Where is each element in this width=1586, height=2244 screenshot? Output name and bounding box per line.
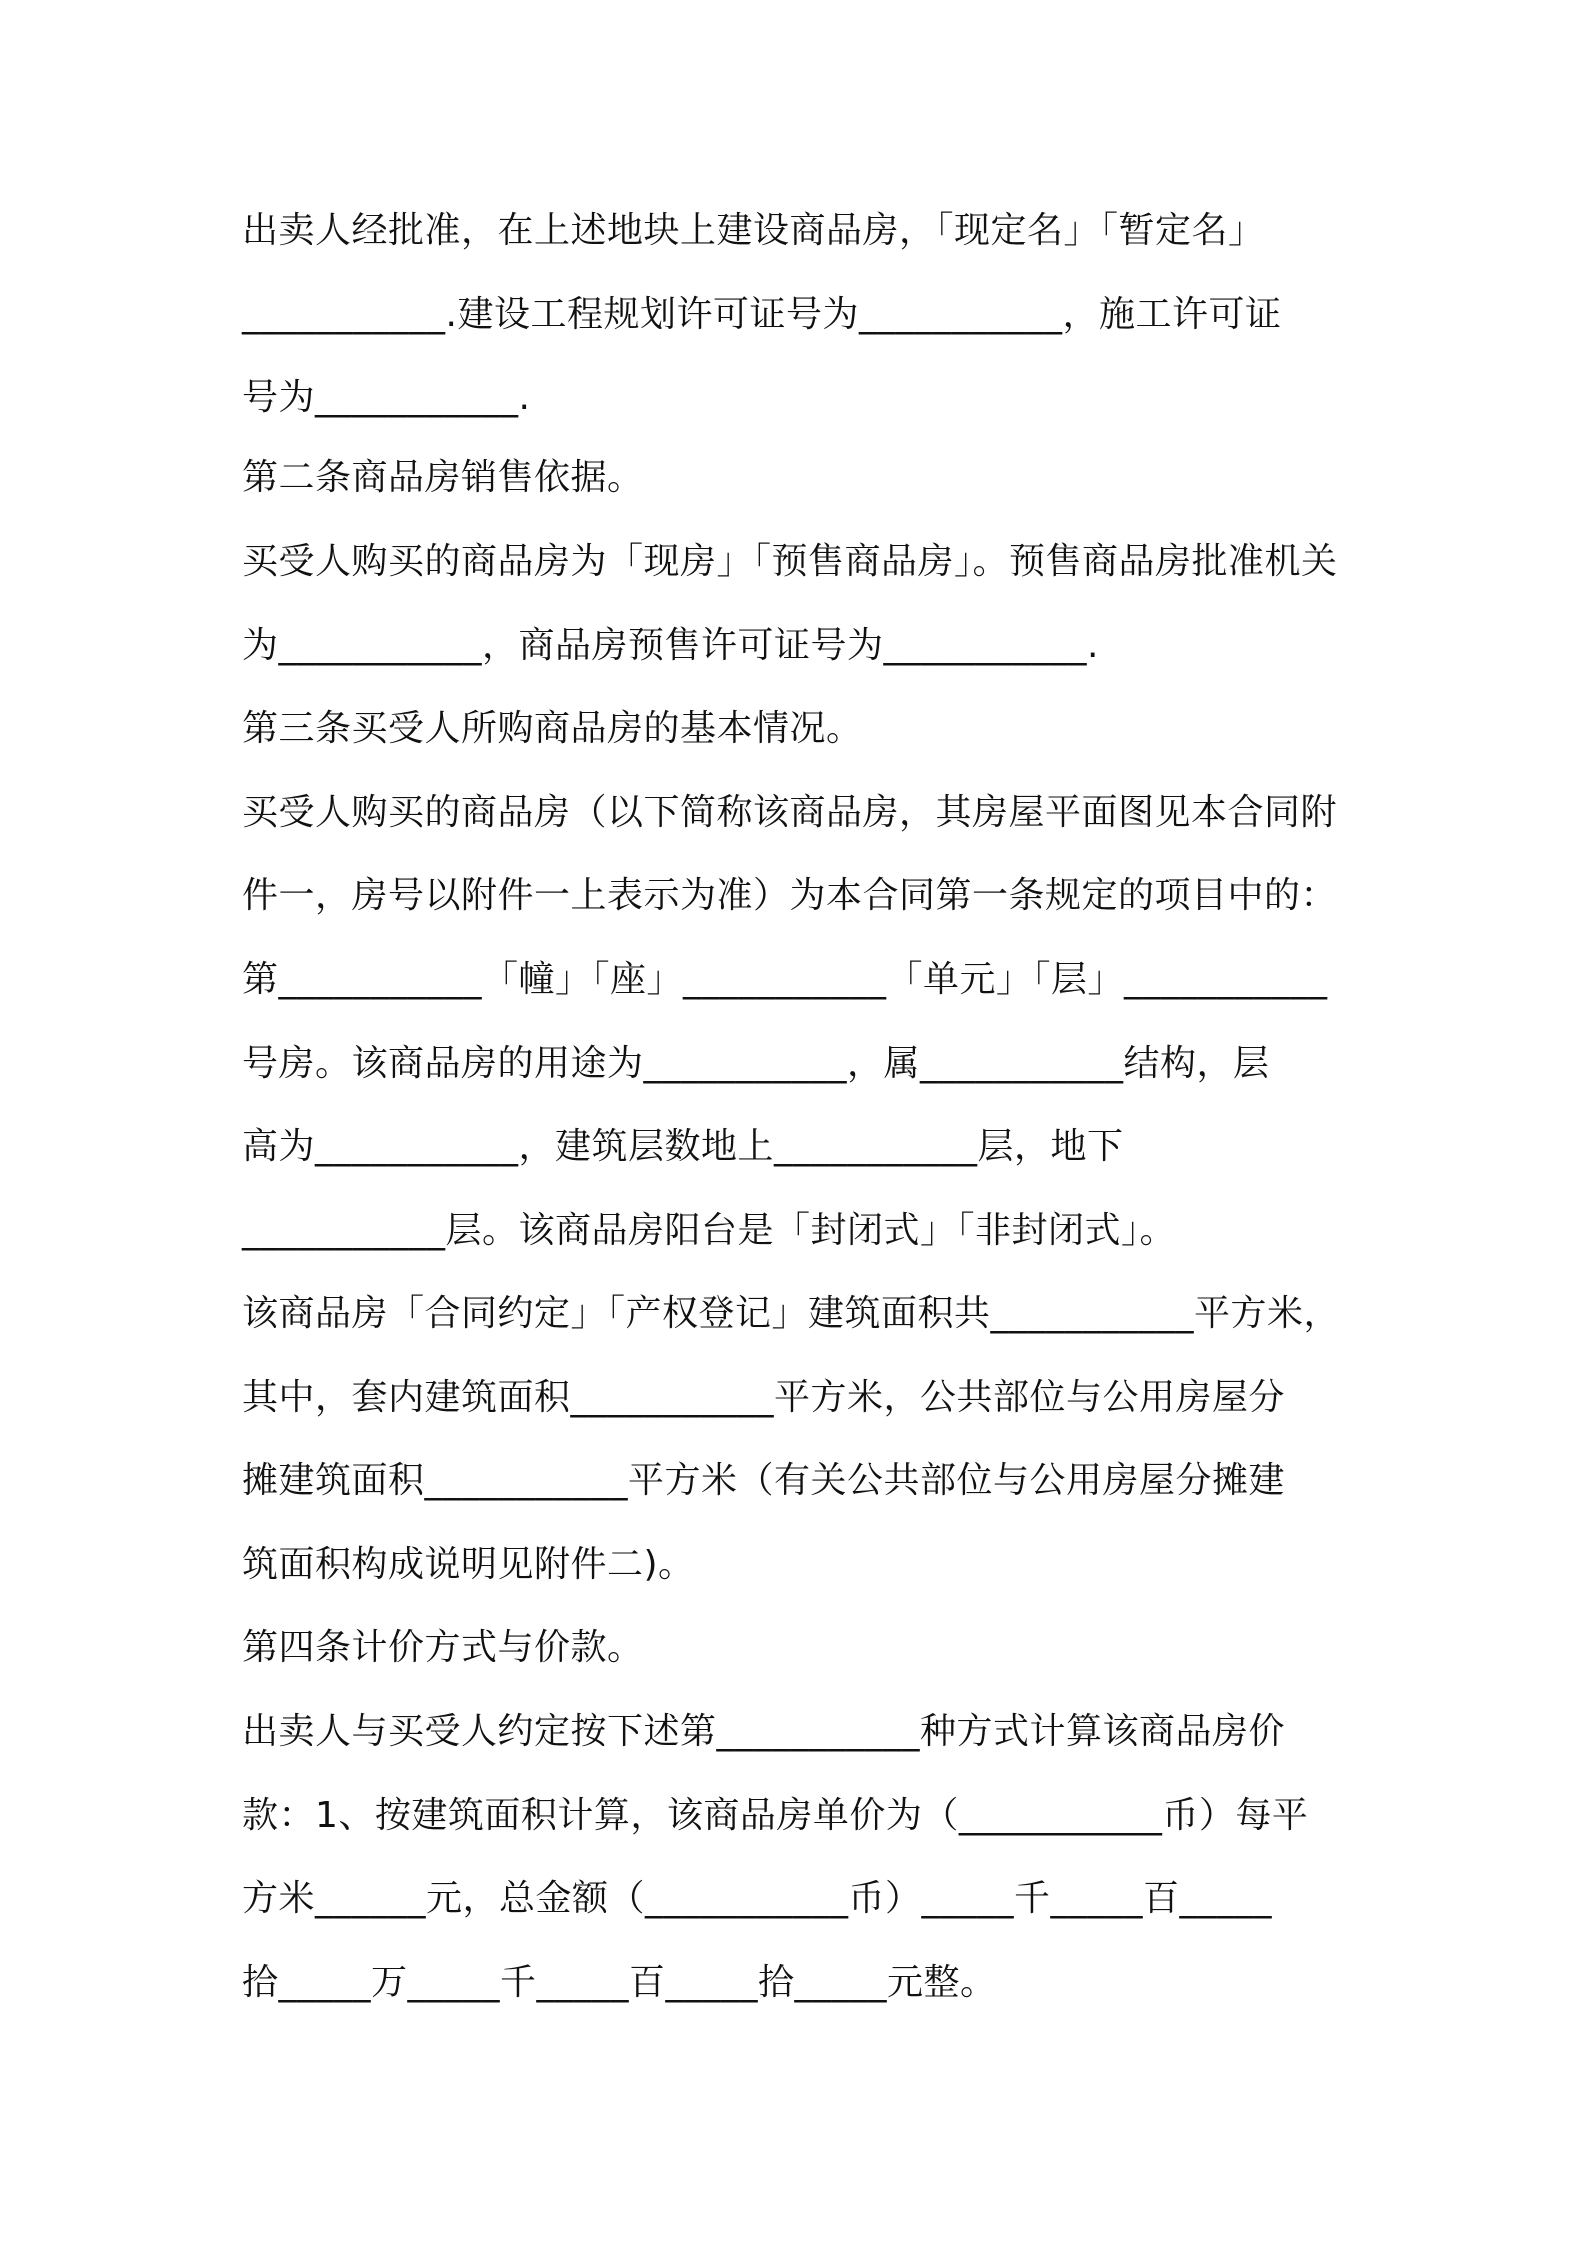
section-heading-3: 第三条买受人所购商品房的基本情况。 [242, 708, 863, 749]
text-line-16: 摊建筑面积___________平方米（有关公共部位与公用房屋分摊建 [242, 1460, 1286, 1501]
text-line-20: 款：1、按建筑面积计算，该商品房单价为（___________币）每平 [242, 1795, 1309, 1836]
section-heading-4: 第四条计价方式与价款。 [242, 1627, 644, 1668]
text-line-6: 为___________，商品房预售许可证号为___________. [242, 625, 1099, 666]
text-line-5: 买受人购买的商品房为「现房」「预售商品房」。预售商品房批准机关 [242, 541, 1338, 582]
text-line-19: 出卖人与买受人约定按下述第___________种方式计算该商品房价 [242, 1711, 1286, 1752]
text-line-22: 拾_____万_____千_____百_____拾_____元整。 [242, 1962, 997, 2003]
text-line-15: 其中，套内建筑面积___________平方米，公共部位与公用房屋分 [242, 1377, 1286, 1418]
text-line-11: 号房。该商品房的用途为___________，属___________结构，层 [242, 1043, 1270, 1084]
text-line-1: 出卖人经批准，在上述地块上建设商品房，「现定名」「暂定名」 [242, 210, 1265, 251]
text-line-17: 筑面积构成说明见附件二)。 [242, 1544, 695, 1585]
text-line-21: 方米______元，总金额（___________币）_____千_____百_____ [242, 1878, 1273, 1919]
text-line-8: 买受人购买的商品房（以下简称该商品房，其房屋平面图见本合同附 [242, 792, 1338, 833]
text-line-3: 号为___________. [242, 377, 531, 418]
text-line-14: 该商品房「合同约定」「产权登记」建筑面积共___________平方米， [242, 1293, 1341, 1334]
section-heading-2: 第二条商品房销售依据。 [242, 457, 644, 498]
text-line-13: ___________层。该商品房阳台是「封闭式」「非封闭式」。 [242, 1210, 1177, 1251]
text-line-12: 高为___________，建筑层数地上___________层，地下 [242, 1126, 1124, 1167]
text-line-9: 件一，房号以附件一上表示为准）为本合同第一条规定的项目中的： [242, 875, 1338, 916]
text-line-10: 第___________「幢」「座」___________「单元」「层」___________ [242, 959, 1328, 1000]
text-line-2: ___________.建设工程规划许可证号为___________，施工许可证 [242, 294, 1282, 335]
